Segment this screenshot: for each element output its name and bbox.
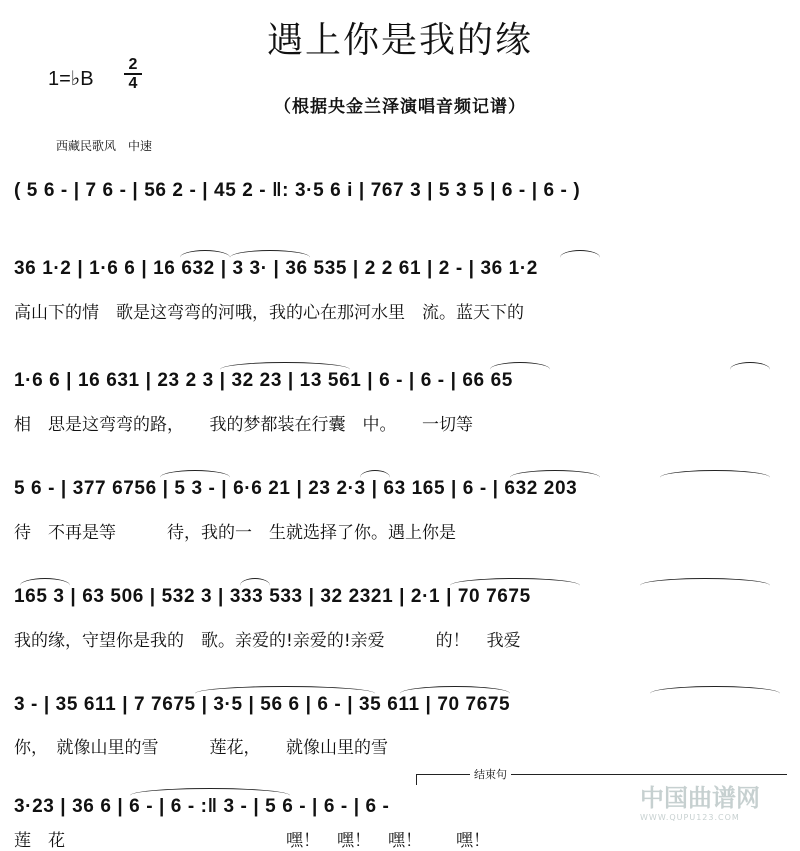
slur (240, 578, 270, 593)
lyrics-line-7: 莲 花 嘿！ 嘿！ 嘿！ 嘿！ (14, 831, 490, 851)
tempo-style: 西藏民歌风 中速 (56, 139, 153, 153)
slur (510, 470, 600, 485)
slur (650, 686, 780, 701)
slur (560, 250, 600, 265)
slur (400, 686, 510, 701)
slur (160, 470, 230, 485)
slur (20, 578, 70, 593)
lyrics-line-5: 我的缘，守望你是我的 歌。亲爱的!亲爱的!亲爱 的！ 我爱 (14, 631, 521, 651)
notation-line-3: 1·6 6 | 16 631 | 23 2 3 | 32 23 | 13 561 | 6 - | 6 - | 66 65 (14, 370, 513, 391)
time-signature-top: 2 (128, 56, 138, 73)
time-signature (124, 56, 142, 92)
slur (640, 578, 770, 593)
slur (490, 362, 550, 377)
watermark-text: 中国曲谱网 (640, 784, 760, 812)
song-title: 遇上你是我的缘 (266, 20, 533, 61)
notation-line-5: 165 3 | 63 506 | 532 3 | 333 533 | 32 2321 | 2·1 | 70 7675 (14, 586, 531, 607)
slur (195, 686, 375, 701)
notation-line-2: 36 1·2 | 1·6 6 | 16 632 | 3 3· | 36 535 | 2 2 61 | 2 - | 36 1·2 (14, 258, 538, 279)
notation-line-1: ( 5 6 - | 7 6 - | 56 2 - | 45 2 - ‖: 3·5 6 i | 767 3 | 5 3 5 | 6 - | 6 - ) (14, 180, 581, 201)
key-signature: 1=♭B (48, 68, 94, 90)
lyrics-line-2: 高山下的情 歌是这弯弯的河哦，我的心在那河水里 流。蓝天下的 (14, 303, 524, 323)
lyrics-line-4: 待 不再是等 待，我的一 生就选择了你。遇上你是 (14, 523, 456, 543)
time-signature-bottom: 4 (124, 73, 142, 92)
slur (130, 788, 290, 803)
slur (220, 362, 350, 377)
ending-label: 结束句 (470, 766, 511, 782)
notation-line-6: 3 - | 35 611 | 7 7675 | 3·5 | 56 6 | 6 - | 35 611 | 70 7675 (14, 694, 511, 715)
slur (180, 250, 230, 265)
slur (360, 470, 390, 485)
watermark-logo (640, 778, 790, 822)
lyrics-line-3: 相 思是这弯弯的路， 我的梦都装在行囊 中。 一切等 (14, 415, 473, 435)
watermark-url: WWW.QUPU123.COM (640, 813, 740, 822)
subtitle: （根据央金兰泽演唱音频记谱） (274, 97, 526, 117)
lyrics-line-6: 你， 就像山里的雪 莲花， 就像山里的雪 (14, 738, 388, 758)
slur (230, 250, 310, 265)
notation-line-7: 3·23 | 36 6 | 6 - | 6 - :‖ 3 - | 5 6 - | 6 - | 6 - (14, 796, 390, 817)
slur (730, 362, 770, 377)
slur (450, 578, 580, 593)
slur (660, 470, 770, 485)
notation-line-4: 5 6 - | 377 6756 | 5 3 - | 6·6 21 | 23 2·3 | 63 165 | 6 - | 632 203 (14, 478, 578, 499)
